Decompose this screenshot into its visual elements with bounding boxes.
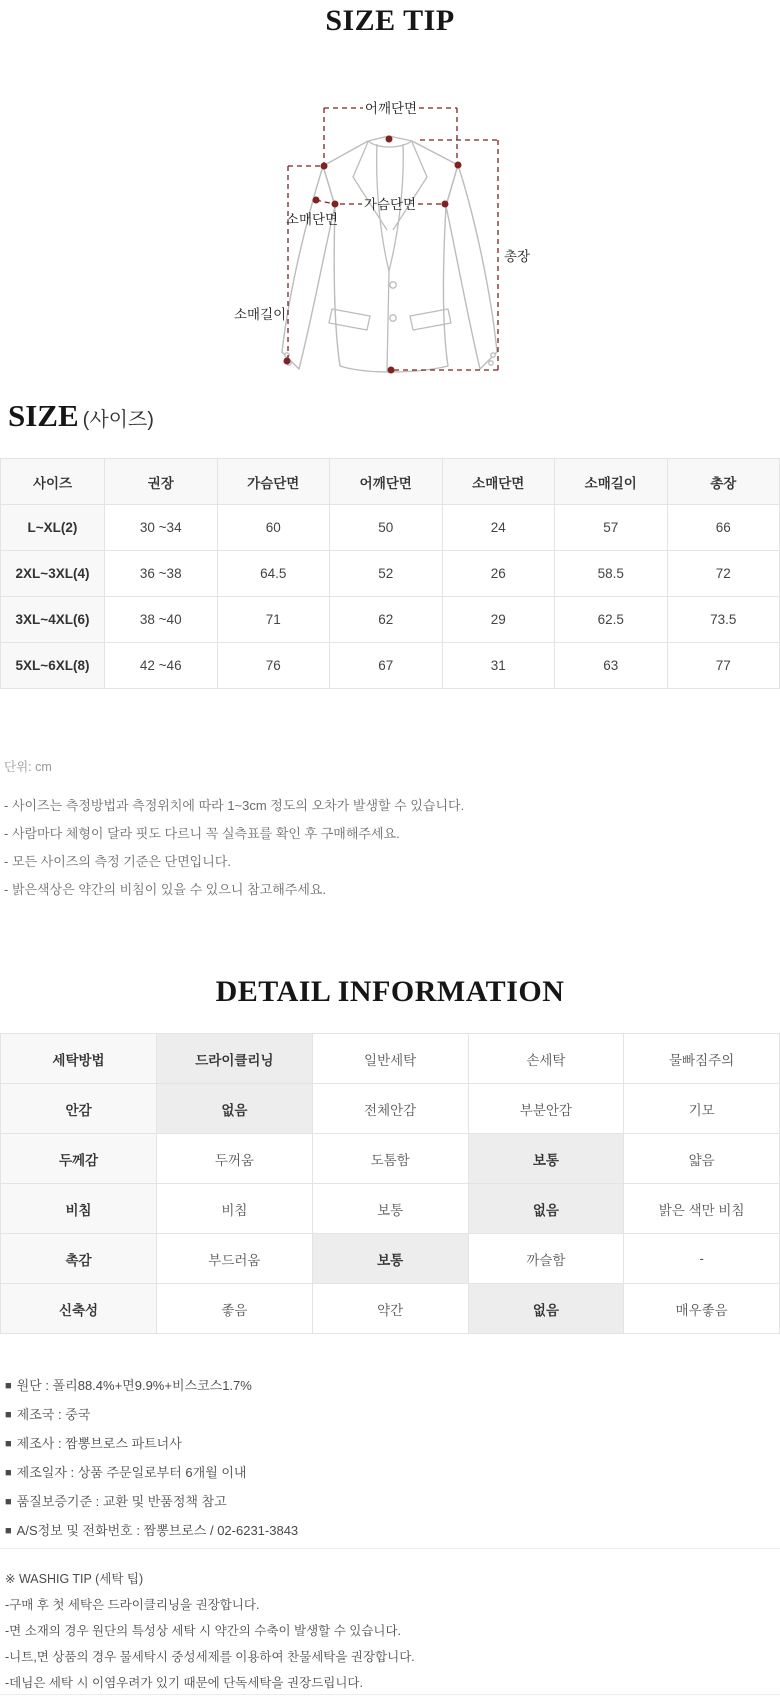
size-table-rowhead-cell: 2XL~3XL(4) — [1, 551, 105, 597]
detail-information-table — [0, 1033, 780, 1334]
size-table-body — [1, 505, 780, 689]
detail-table-option-cell: 비침 — [157, 1184, 313, 1234]
product-info-text: 제조국 : 중국 — [16, 1407, 91, 1422]
detail-table-row — [1, 1134, 780, 1184]
size-table-cell: 67 — [330, 643, 443, 689]
size-tip-title: SIZE TIP — [325, 4, 455, 37]
size-note-line: - 밝은색상은 약간의 비침이 있을 수 있으니 참고해주세요. — [4, 882, 327, 897]
product-info-text: 원단 : 폴리88.4%+면9.9%+비스코스1.7% — [16, 1378, 252, 1393]
detail-table-option-cell: 보통 — [312, 1184, 468, 1234]
detail-table-option-cell: 기모 — [624, 1084, 780, 1134]
size-table-cell: 64.5 — [217, 551, 330, 597]
size-section-heading — [8, 398, 154, 434]
size-table-header-cell: 권장 — [105, 459, 218, 505]
detail-table-option-cell: 부분안감 — [468, 1084, 624, 1134]
detail-information-title: DETAIL INFORMATION — [215, 975, 565, 1008]
size-table-cell: 58.5 — [555, 551, 668, 597]
detail-table-option-cell: 도톰함 — [312, 1134, 468, 1184]
unit-label: 단위: cm — [4, 760, 52, 774]
washing-tip-line: -구매 후 첫 세탁은 드라이클리닝을 권장합니다. — [5, 1598, 260, 1612]
detail-table-option-cell: 약간 — [312, 1284, 468, 1334]
size-table-cell: 57 — [555, 505, 668, 551]
product-info-line — [5, 1401, 298, 1430]
size-table-cell: 60 — [217, 505, 330, 551]
size-table-cell: 52 — [330, 551, 443, 597]
detail-table-option-cell: 일반세탁 — [312, 1034, 468, 1084]
detail-table-option-cell: 부드러움 — [157, 1234, 313, 1284]
size-table-cell: 77 — [667, 643, 780, 689]
detail-table-row — [1, 1034, 780, 1084]
detail-table-selected-cell: 보통 — [312, 1234, 468, 1284]
detail-table-option-cell: 두꺼움 — [157, 1134, 313, 1184]
size-table-cell: 76 — [217, 643, 330, 689]
size-table-head — [1, 459, 780, 505]
size-table-row — [1, 505, 780, 551]
detail-table-label-cell: 비침 — [1, 1184, 157, 1234]
detail-table-selected-cell: 보통 — [468, 1134, 624, 1184]
detail-table-option-cell: 전체안감 — [312, 1084, 468, 1134]
detail-table-option-cell: 좋음 — [157, 1284, 313, 1334]
detail-table-row — [1, 1234, 780, 1284]
size-table-header-cell: 총장 — [667, 459, 780, 505]
detail-table-option-cell: 손세탁 — [468, 1034, 624, 1084]
size-note-line: - 사람마다 체형이 달라 핏도 다르니 꼭 실측표를 확인 후 구매해주세요. — [4, 826, 400, 841]
size-heading-kr: (사이즈) — [82, 409, 154, 431]
size-table-cell: 24 — [442, 505, 555, 551]
size-notes — [4, 792, 464, 904]
size-table-header-cell: 가슴단면 — [217, 459, 330, 505]
size-table-rowhead-cell: 3XL~4XL(6) — [1, 597, 105, 643]
size-table-cell: 30 ~34 — [105, 505, 218, 551]
size-table-cell: 42 ~46 — [105, 643, 218, 689]
size-table-cell: 71 — [217, 597, 330, 643]
size-table-header-cell: 사이즈 — [1, 459, 105, 505]
size-table-cell: 31 — [442, 643, 555, 689]
size-table-cell: 38 ~40 — [105, 597, 218, 643]
jacket-outline — [282, 136, 497, 372]
jacket-measure-diagram — [220, 78, 560, 383]
product-info-line — [5, 1459, 298, 1488]
size-note-line: - 모든 사이즈의 측정 기준은 단면입니다. — [4, 854, 231, 869]
detail-table-option-cell: 얇음 — [624, 1134, 780, 1184]
size-table — [0, 458, 780, 689]
product-info-line — [5, 1372, 298, 1401]
size-table-cell: 50 — [330, 505, 443, 551]
washing-tip-line: -데님은 세탁 시 이염우려가 있기 때문에 단독세탁을 권장드립니다. — [5, 1676, 363, 1690]
label-total-length: 총장 — [504, 249, 531, 264]
size-table-header-cell: 소매길이 — [555, 459, 668, 505]
bottom-divider — [0, 1694, 780, 1695]
detail-table-option-cell: 까슬함 — [468, 1234, 624, 1284]
product-info-line — [5, 1488, 298, 1517]
product-info-text: 품질보증기준 : 교환 및 반품정책 참고 — [16, 1494, 227, 1509]
detail-table-body — [1, 1034, 780, 1334]
washing-tip-section — [5, 1566, 415, 1696]
size-table-cell: 29 — [442, 597, 555, 643]
size-table-cell: 26 — [442, 551, 555, 597]
product-info-text: 제조일자 : 상품 주문일로부터 6개월 이내 — [16, 1465, 247, 1480]
detail-table-row — [1, 1084, 780, 1134]
square-bullet-icon: ■ — [5, 1409, 12, 1421]
size-table-row — [1, 551, 780, 597]
square-bullet-icon: ■ — [5, 1380, 12, 1392]
detail-table-selected-cell: 없음 — [468, 1184, 624, 1234]
detail-table-label-cell: 신축성 — [1, 1284, 157, 1334]
detail-table-option-cell: 매우좋음 — [624, 1284, 780, 1334]
product-info-list — [5, 1372, 298, 1546]
size-table-cell: 36 ~38 — [105, 551, 218, 597]
size-table-cell: 73.5 — [667, 597, 780, 643]
product-info-text: A/S정보 및 전화번호 : 짬뽕브로스 / 02-6231-3843 — [16, 1523, 299, 1538]
detail-table-option-cell: 물빠짐주의 — [624, 1034, 780, 1084]
square-bullet-icon: ■ — [5, 1467, 12, 1479]
size-note-line: - 사이즈는 측정방법과 측정위치에 따라 1~3cm 정도의 오차가 발생할 수 있습니다. — [4, 798, 465, 813]
square-bullet-icon: ■ — [5, 1525, 12, 1537]
washing-tip-line: -니트,면 상품의 경우 물세탁시 중성세제를 이용하여 찬물세탁을 권장합니다. — [5, 1650, 415, 1664]
size-table-header-cell: 어깨단면 — [330, 459, 443, 505]
size-table-rowhead-cell: 5XL~6XL(8) — [1, 643, 105, 689]
detail-table-label-cell: 안감 — [1, 1084, 157, 1134]
detail-table-selected-cell: 없음 — [157, 1084, 313, 1134]
washing-tip-line: -면 소재의 경우 원단의 특성상 세탁 시 약간의 수축이 발생할 수 있습니다. — [5, 1624, 402, 1638]
square-bullet-icon: ■ — [5, 1496, 12, 1508]
detail-table-option-cell: 밝은 색만 비침 — [624, 1184, 780, 1234]
label-sleeve-length: 소매길이 — [234, 307, 287, 322]
size-table-cell: 72 — [667, 551, 780, 597]
size-table-cell: 62 — [330, 597, 443, 643]
product-info-line — [5, 1517, 298, 1546]
detail-table-option-cell: - — [624, 1234, 780, 1284]
washing-tip-title: ※ WASHIG TIP (세탁 팁) — [5, 1572, 144, 1586]
size-table-cell: 63 — [555, 643, 668, 689]
detail-table-row — [1, 1184, 780, 1234]
washing-tip-divider — [0, 1548, 780, 1549]
label-chest-width: 가슴단면 — [363, 197, 417, 212]
detail-table-label-cell: 세탁방법 — [1, 1034, 157, 1084]
detail-table-selected-cell: 없음 — [468, 1284, 624, 1334]
size-table-header-cell: 소매단면 — [442, 459, 555, 505]
size-table-row — [1, 597, 780, 643]
size-table-header-row — [1, 459, 780, 505]
jacket-diagram-svg — [220, 78, 560, 383]
detail-table-label-cell: 촉감 — [1, 1234, 157, 1284]
product-info-text: 제조사 : 짬뽕브로스 파트너사 — [16, 1436, 182, 1451]
product-info-line — [5, 1430, 298, 1459]
detail-table-selected-cell: 드라이클리닝 — [157, 1034, 313, 1084]
detail-table-label-cell: 두께감 — [1, 1134, 157, 1184]
size-table-rowhead-cell: L~XL(2) — [1, 505, 105, 551]
size-table-cell: 66 — [667, 505, 780, 551]
size-table-cell: 62.5 — [555, 597, 668, 643]
washing-tip-lines — [5, 1592, 415, 1696]
detail-table-row — [1, 1284, 780, 1334]
label-shoulder-width: 어깨단면 — [364, 101, 418, 116]
size-table-row — [1, 643, 780, 689]
label-sleeve-width: 소매단면 — [285, 212, 339, 227]
square-bullet-icon: ■ — [5, 1438, 12, 1450]
size-heading-en: SIZE — [8, 398, 79, 433]
